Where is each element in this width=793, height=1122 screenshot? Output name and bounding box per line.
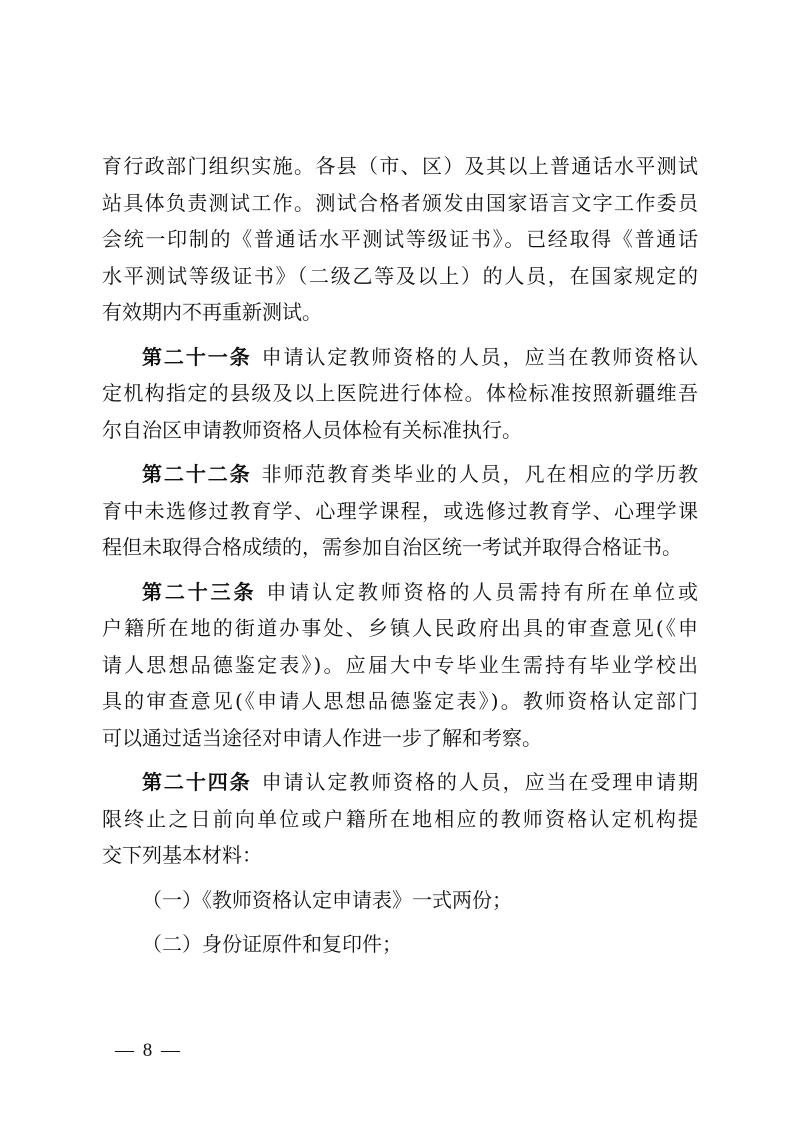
text-line: 定机构指定的县级及以上医院进行体检。体检标准按照新疆维吾 <box>102 381 698 405</box>
article-first-line <box>102 456 698 493</box>
article-21 <box>102 339 698 449</box>
text-line: 尔自治区申请教师资格人员体检有关标准执行。 <box>102 417 522 442</box>
article-22 <box>102 456 698 566</box>
article-heading: 第二十三条 <box>142 579 257 604</box>
text-line: 水平测试等级证书》（二级乙等及以上）的人员，在国家规定的 <box>102 263 698 288</box>
article-heading: 第二十二条 <box>142 462 252 486</box>
article-24 <box>102 764 698 874</box>
text-line: 程但未取得合格成绩的，需参加自治区统一考试并取得合格证书。 <box>102 535 682 559</box>
article-first-line <box>102 339 698 376</box>
text-line: 育中未选修过教育学、心理学课程，或选修过教育学、心理学课 <box>102 498 698 523</box>
text-line: 可以通过适当途径对申请人作进一步了解和考察。 <box>102 725 542 750</box>
article-23 <box>102 574 698 757</box>
article-heading: 第二十四条 <box>142 770 252 794</box>
list-item: （二）身份证原件和复印件； <box>142 932 402 956</box>
text-line: 户籍所在地的街道办事处、乡镇人民政府出具的审查意见(《申 <box>102 616 698 640</box>
text-span: 申请认定教师资格的人员，应当在受理申请期 <box>261 770 699 794</box>
text-span: 申请认定教师资格的人员需持有所在单位或 <box>266 579 699 604</box>
list-item: （一）《教师资格认定申请表》一式两份； <box>142 887 512 912</box>
text-line: 有效期内不再重新测试。 <box>102 300 322 324</box>
text-line: 具的审查意见(《申请人思想品德鉴定表》)。教师资格认定部门 <box>102 689 698 713</box>
text-line: 请人思想品德鉴定表》)。应届大中专毕业生需持有毕业学校出 <box>102 652 698 677</box>
text-span: 非师范教育类毕业的人员，凡在相应的学历教 <box>261 462 699 486</box>
document-body <box>102 148 698 963</box>
article-first-line <box>102 574 698 611</box>
text-line: 交下列基本材料： <box>102 843 262 867</box>
text-span: 申请认定教师资格的人员，应当在教师资格认 <box>261 344 699 369</box>
text-line: 站具体负责测试工作。测试合格者颁发由国家语言文字工作委员 <box>102 190 698 215</box>
paragraph <box>102 148 698 331</box>
article-heading: 第二十一条 <box>142 344 252 369</box>
text-line: 会统一印制的《普通话水平测试等级证书》。已经取得《普通话 <box>102 227 698 251</box>
materials-list <box>102 882 698 963</box>
article-first-line <box>102 764 698 801</box>
text-line: 限终止之日前向单位或户籍所在地相应的教师资格认定机构提 <box>102 806 698 831</box>
page-number: — 8 — <box>115 1040 182 1061</box>
text-line: 育行政部门组织实施。各县（市、区）及其以上普通话水平测试 <box>102 154 698 178</box>
